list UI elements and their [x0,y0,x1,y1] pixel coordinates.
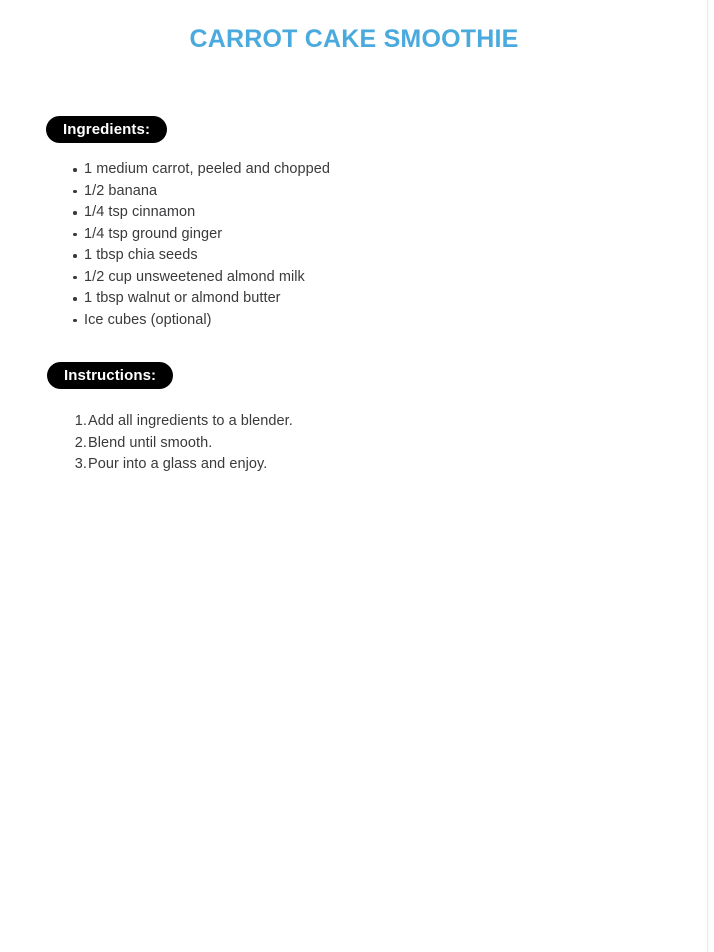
list-item [73,310,633,332]
page-edge-shadow [708,0,714,952]
ingredient-text: 1/4 tsp cinnamon [84,204,196,220]
ingredient-text: 1/2 banana [84,182,158,199]
bullet-icon [73,254,77,258]
ingredient-text: Ice cubes (optional) [84,311,212,328]
list-item [73,245,633,267]
ingredients-heading-label: Ingredients: [63,121,151,138]
list-item [73,267,633,289]
bullet-icon [73,211,77,215]
list-item [72,433,632,455]
ingredients-list [73,159,633,331]
step-number: 3. [74,456,87,472]
list-item [73,224,633,246]
bullet-icon [73,319,77,323]
instructions-heading-badge [47,362,173,389]
list-item [73,159,633,181]
instructions-list [72,411,632,476]
bullet-icon [73,297,77,301]
ingredient-text: 1 medium carrot, peeled and chopped [84,161,330,177]
bullet-icon [73,276,77,280]
page-title: CARROT CAKE SMOOTHIE [189,25,519,53]
ingredient-text: 1 tbsp walnut or almond butter [84,290,281,306]
ingredients-heading-badge [46,116,167,143]
ingredient-text: 1/4 tsp ground ginger [84,225,223,242]
list-item [73,181,633,203]
step-number: 2. [74,434,87,451]
step-text: Blend until smooth. [88,434,213,451]
instructions-heading-label: Instructions: [64,367,157,384]
step-text: Add all ingredients to a blender. [88,413,293,429]
ingredient-text: 1/2 cup unsweetened almond milk [84,268,305,285]
bullet-icon [73,190,77,194]
list-item [72,411,632,433]
ingredient-text: 1 tbsp chia seeds [84,247,198,263]
bullet-icon [73,168,77,172]
list-item [73,288,633,310]
step-number: 1. [74,413,87,429]
bullet-icon [73,233,77,237]
list-item [73,202,633,224]
step-text: Pour into a glass and enjoy. [88,456,268,472]
list-item [72,454,632,476]
page-edge-line [707,0,708,952]
